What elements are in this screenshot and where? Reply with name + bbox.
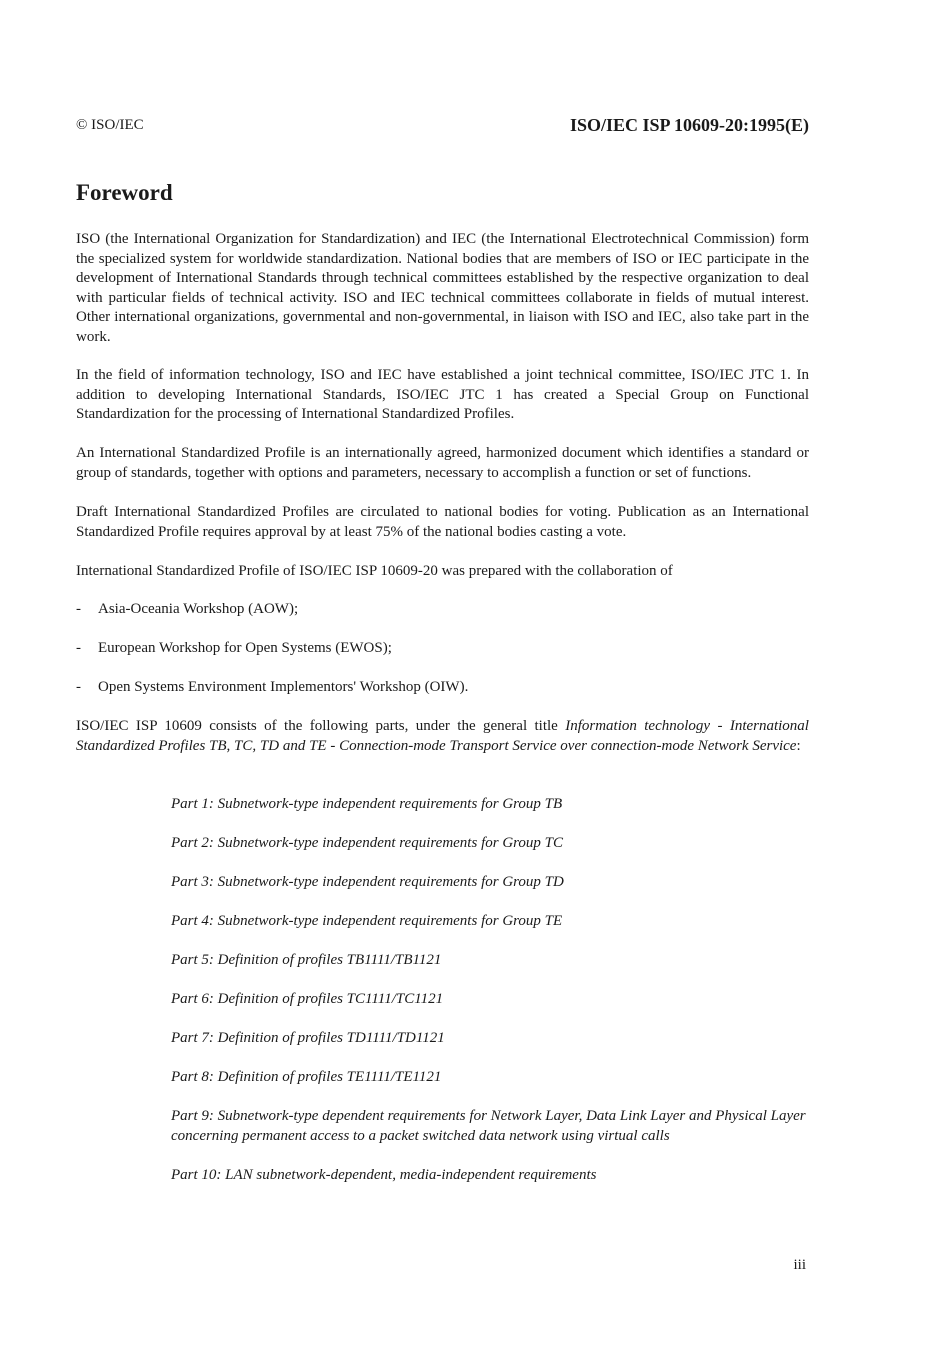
bullet-text: Open Systems Environment Implementors' Workshop (OIW).: [98, 679, 469, 695]
bullet-marker: -: [76, 601, 81, 617]
parts-intro-title: Information technology - International Standardized Profiles TB, TC, TD and TE - Connection-mode Transport Service over connection-mode Network Service: [76, 718, 809, 754]
paragraph-2: In the field of information technology, ISO and IEC have established a joint technical committee, ISO/IEC JTC 1. In addition to developing International Standards, ISO/IEC JTC 1 has created a Special Group on Functional Standardization for the processing of International Standardized Profiles.: [76, 367, 809, 422]
paragraph-4: Draft International Standardized Profiles are circulated to national bodies for voting. Publication as an International Standardized Profile requires approval by at least 75% of the national bodies casting a vote.: [76, 504, 809, 540]
bullet-text: Asia-Oceania Workshop (AOW);: [98, 601, 299, 617]
list-item: [76, 600, 298, 620]
part-item: Part 3: Subnetwork-type independent requirements for Group TD: [171, 874, 564, 890]
list-item: [76, 639, 392, 659]
bullet-marker: -: [76, 640, 81, 656]
paragraph-5: International Standardized Profile of ISO/IEC ISP 10609-20 was prepared with the collaboration of: [76, 563, 673, 579]
list-item: [76, 678, 468, 698]
part-item: Part 7: Definition of profiles TD1111/TD1121: [171, 1030, 445, 1046]
bullet-text: European Workshop for Open Systems (EWOS);: [98, 640, 392, 656]
header-copyright: © ISO/IEC: [76, 117, 144, 133]
page-number: iii: [793, 1257, 806, 1273]
part-item: Part 6: Definition of profiles TC1111/TC1121: [171, 991, 444, 1007]
header-standard-id: ISO/IEC ISP 10609-20:1995(E): [569, 115, 809, 135]
part-item: Part 2: Subnetwork-type independent requirements for Group TC: [171, 835, 564, 851]
part-item: Part 9: Subnetwork-type dependent requirements for Network Layer, Data Link Layer and Physical Layer concerning permanent access to a packet switched data network using virtual calls: [171, 1108, 806, 1144]
part-item: Part 10: LAN subnetwork-dependent, media-independent requirements: [171, 1167, 597, 1183]
paragraph-3: An International Standardized Profile is an internationally agreed, harmonized document which identifies a standard or group of standards, together with options and parameters, necessary to accomplish a function or set of functions.: [76, 445, 809, 481]
part-item: Part 5: Definition of profiles TB1111/TB1121: [171, 952, 442, 968]
bullet-marker: -: [76, 679, 81, 695]
page-title: Foreword: [76, 180, 173, 205]
parts-intro-suffix: :: [796, 737, 801, 754]
parts-intro-paragraph: [76, 717, 809, 756]
part-item: Part 1: Subnetwork-type independent requirements for Group TB: [171, 796, 563, 812]
paragraph-1: ISO (the International Organization for Standardization) and IEC (the International Electrotechnical Commission) form the specialized system for worldwide standardization. National bodies that are members of ISO or IEC participate in the development of International Standards through technical committees established by the respective organization to deal with particular fields of technical activity. ISO and IEC technical committees collaborate in fields of mutual interest. Other international organizations, governmental and non-governmental, in liaison with ISO and IEC, also take part in the work.: [76, 231, 809, 345]
part-item: Part 8: Definition of profiles TE1111/TE1121: [171, 1069, 442, 1085]
parts-intro-prefix: ISO/IEC ISP 10609 consists of the following parts, under the general title: [76, 718, 566, 734]
part-item: Part 4: Subnetwork-type independent requirements for Group TE: [171, 913, 563, 929]
